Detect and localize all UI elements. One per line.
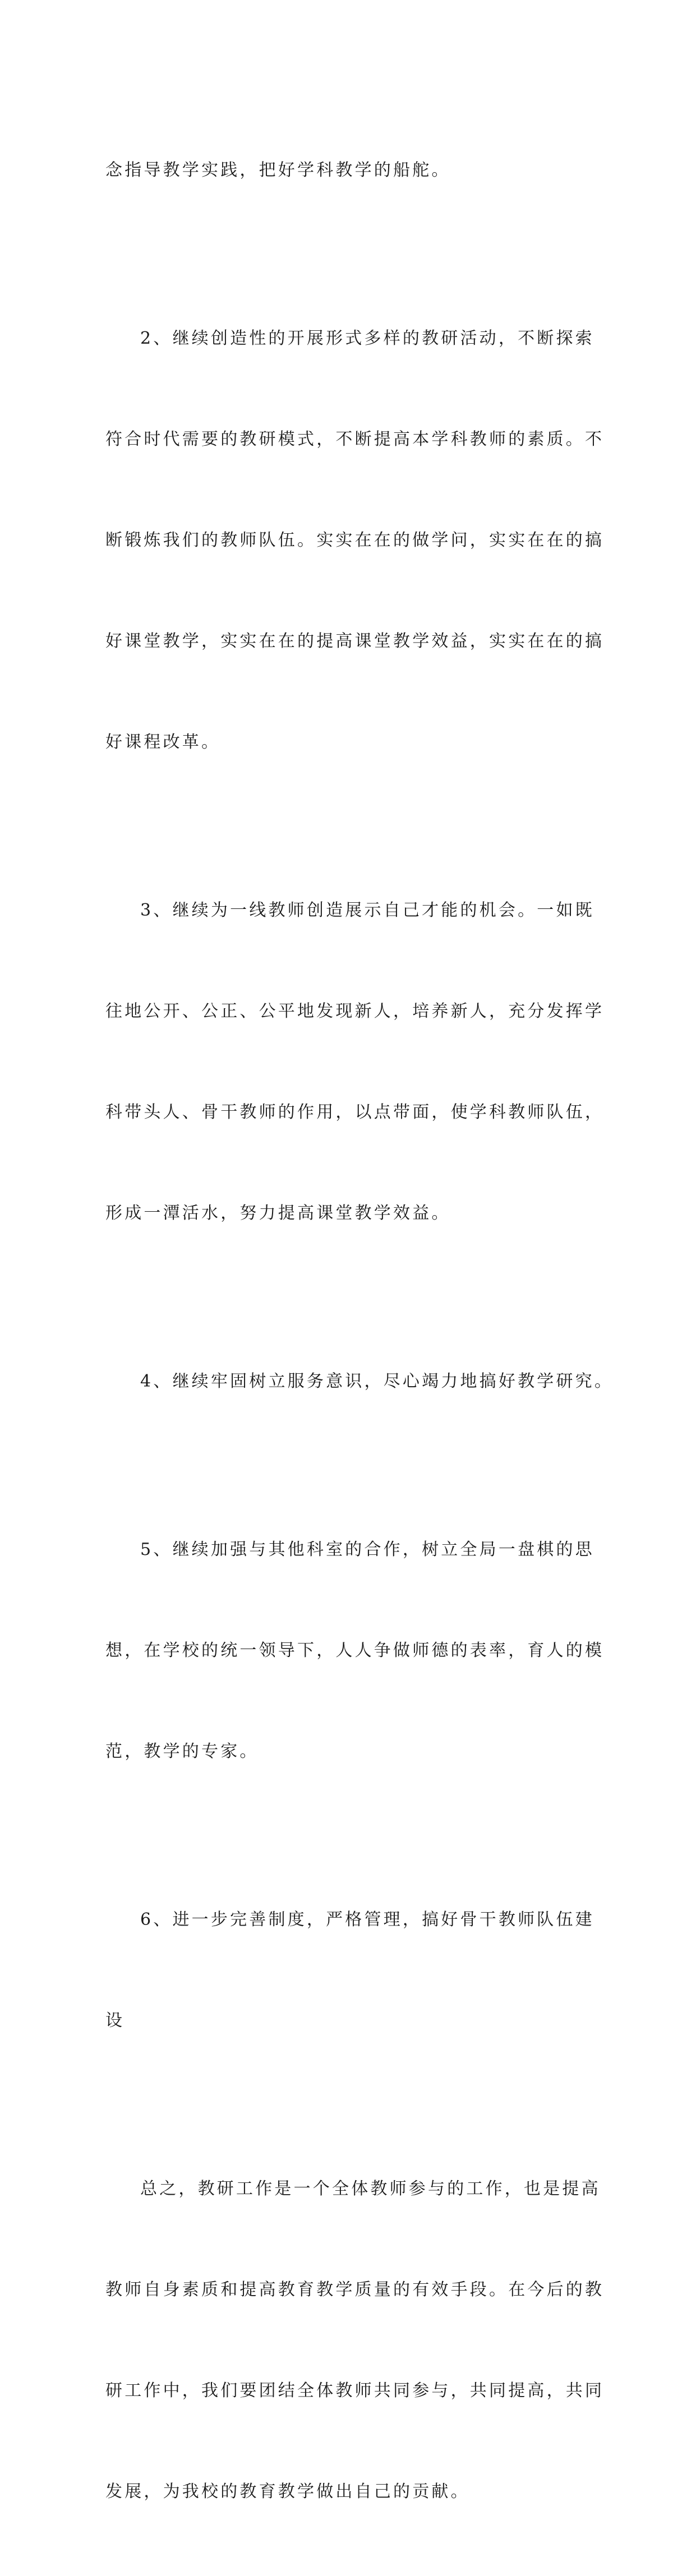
text-line: 形成一潭活水，努力提高课堂教学效益。 bbox=[105, 1203, 451, 1223]
text-line: 研工作中，我们要团结全体教师共同参与，共同提高，共同 bbox=[105, 2381, 605, 2400]
paragraph-item-2 bbox=[105, 255, 605, 827]
text-line: 好课堂教学，实实在在的提高课堂教学效益，实实在在的搞 bbox=[105, 631, 605, 651]
text-line: 3、继续为一线教师创造展示自己才能的机会。一如既 bbox=[140, 901, 594, 920]
text-line: 设 bbox=[105, 2011, 125, 2030]
paragraph-continuation bbox=[105, 86, 594, 255]
text-line: 科带头人、骨干教师的作用，以点带面，使学科教师队伍， bbox=[105, 1102, 605, 1122]
text-line: 6、进一步完善制度，严格管理，搞好骨干教师队伍建 bbox=[140, 1910, 594, 1929]
paragraph-item-4 bbox=[105, 1298, 614, 1466]
paragraph-item-3 bbox=[105, 827, 605, 1298]
paragraph-conclusion bbox=[105, 2105, 605, 2576]
text-line: 符合时代需要的教研模式，不断提高本学科教师的素质。不 bbox=[105, 430, 605, 449]
text-line: 发展，为我校的教育教学做出自己的贡献。 bbox=[105, 2482, 470, 2501]
paragraph-item-6 bbox=[105, 1836, 594, 2105]
text-line: 2、继续创造性的开展形式多样的教研活动，不断探索 bbox=[140, 329, 594, 348]
text-line: 总之，教研工作是一个全体教师参与的工作，也是提高 bbox=[140, 2179, 601, 2199]
text-line: 念指导教学实践，把好学科教学的船舵。 bbox=[105, 160, 451, 180]
text-line: 断锻炼我们的教师队伍。实实在在的做学问，实实在在的搞 bbox=[105, 530, 605, 550]
text-line: 往地公开、公正、公平地发现新人，培养新人，充分发挥学 bbox=[105, 1001, 605, 1021]
document-body bbox=[105, 86, 614, 2576]
text-line: 教师自身素质和提高教育教学质量的有效手段。在今后的教 bbox=[105, 2280, 605, 2300]
text-line: 好课程改革。 bbox=[105, 732, 221, 752]
text-line: 4、继续牢固树立服务意识，尽心竭力地搞好教学研究。 bbox=[140, 1372, 614, 1391]
text-line: 5、继续加强与其他科室的合作，树立全局一盘棋的思 bbox=[140, 1540, 594, 1559]
text-line: 范，教学的专家。 bbox=[105, 1742, 259, 1761]
text-line: 想，在学校的统一领导下，人人争做师德的表率，育人的模 bbox=[105, 1641, 605, 1660]
paragraph-item-5 bbox=[105, 1466, 605, 1836]
